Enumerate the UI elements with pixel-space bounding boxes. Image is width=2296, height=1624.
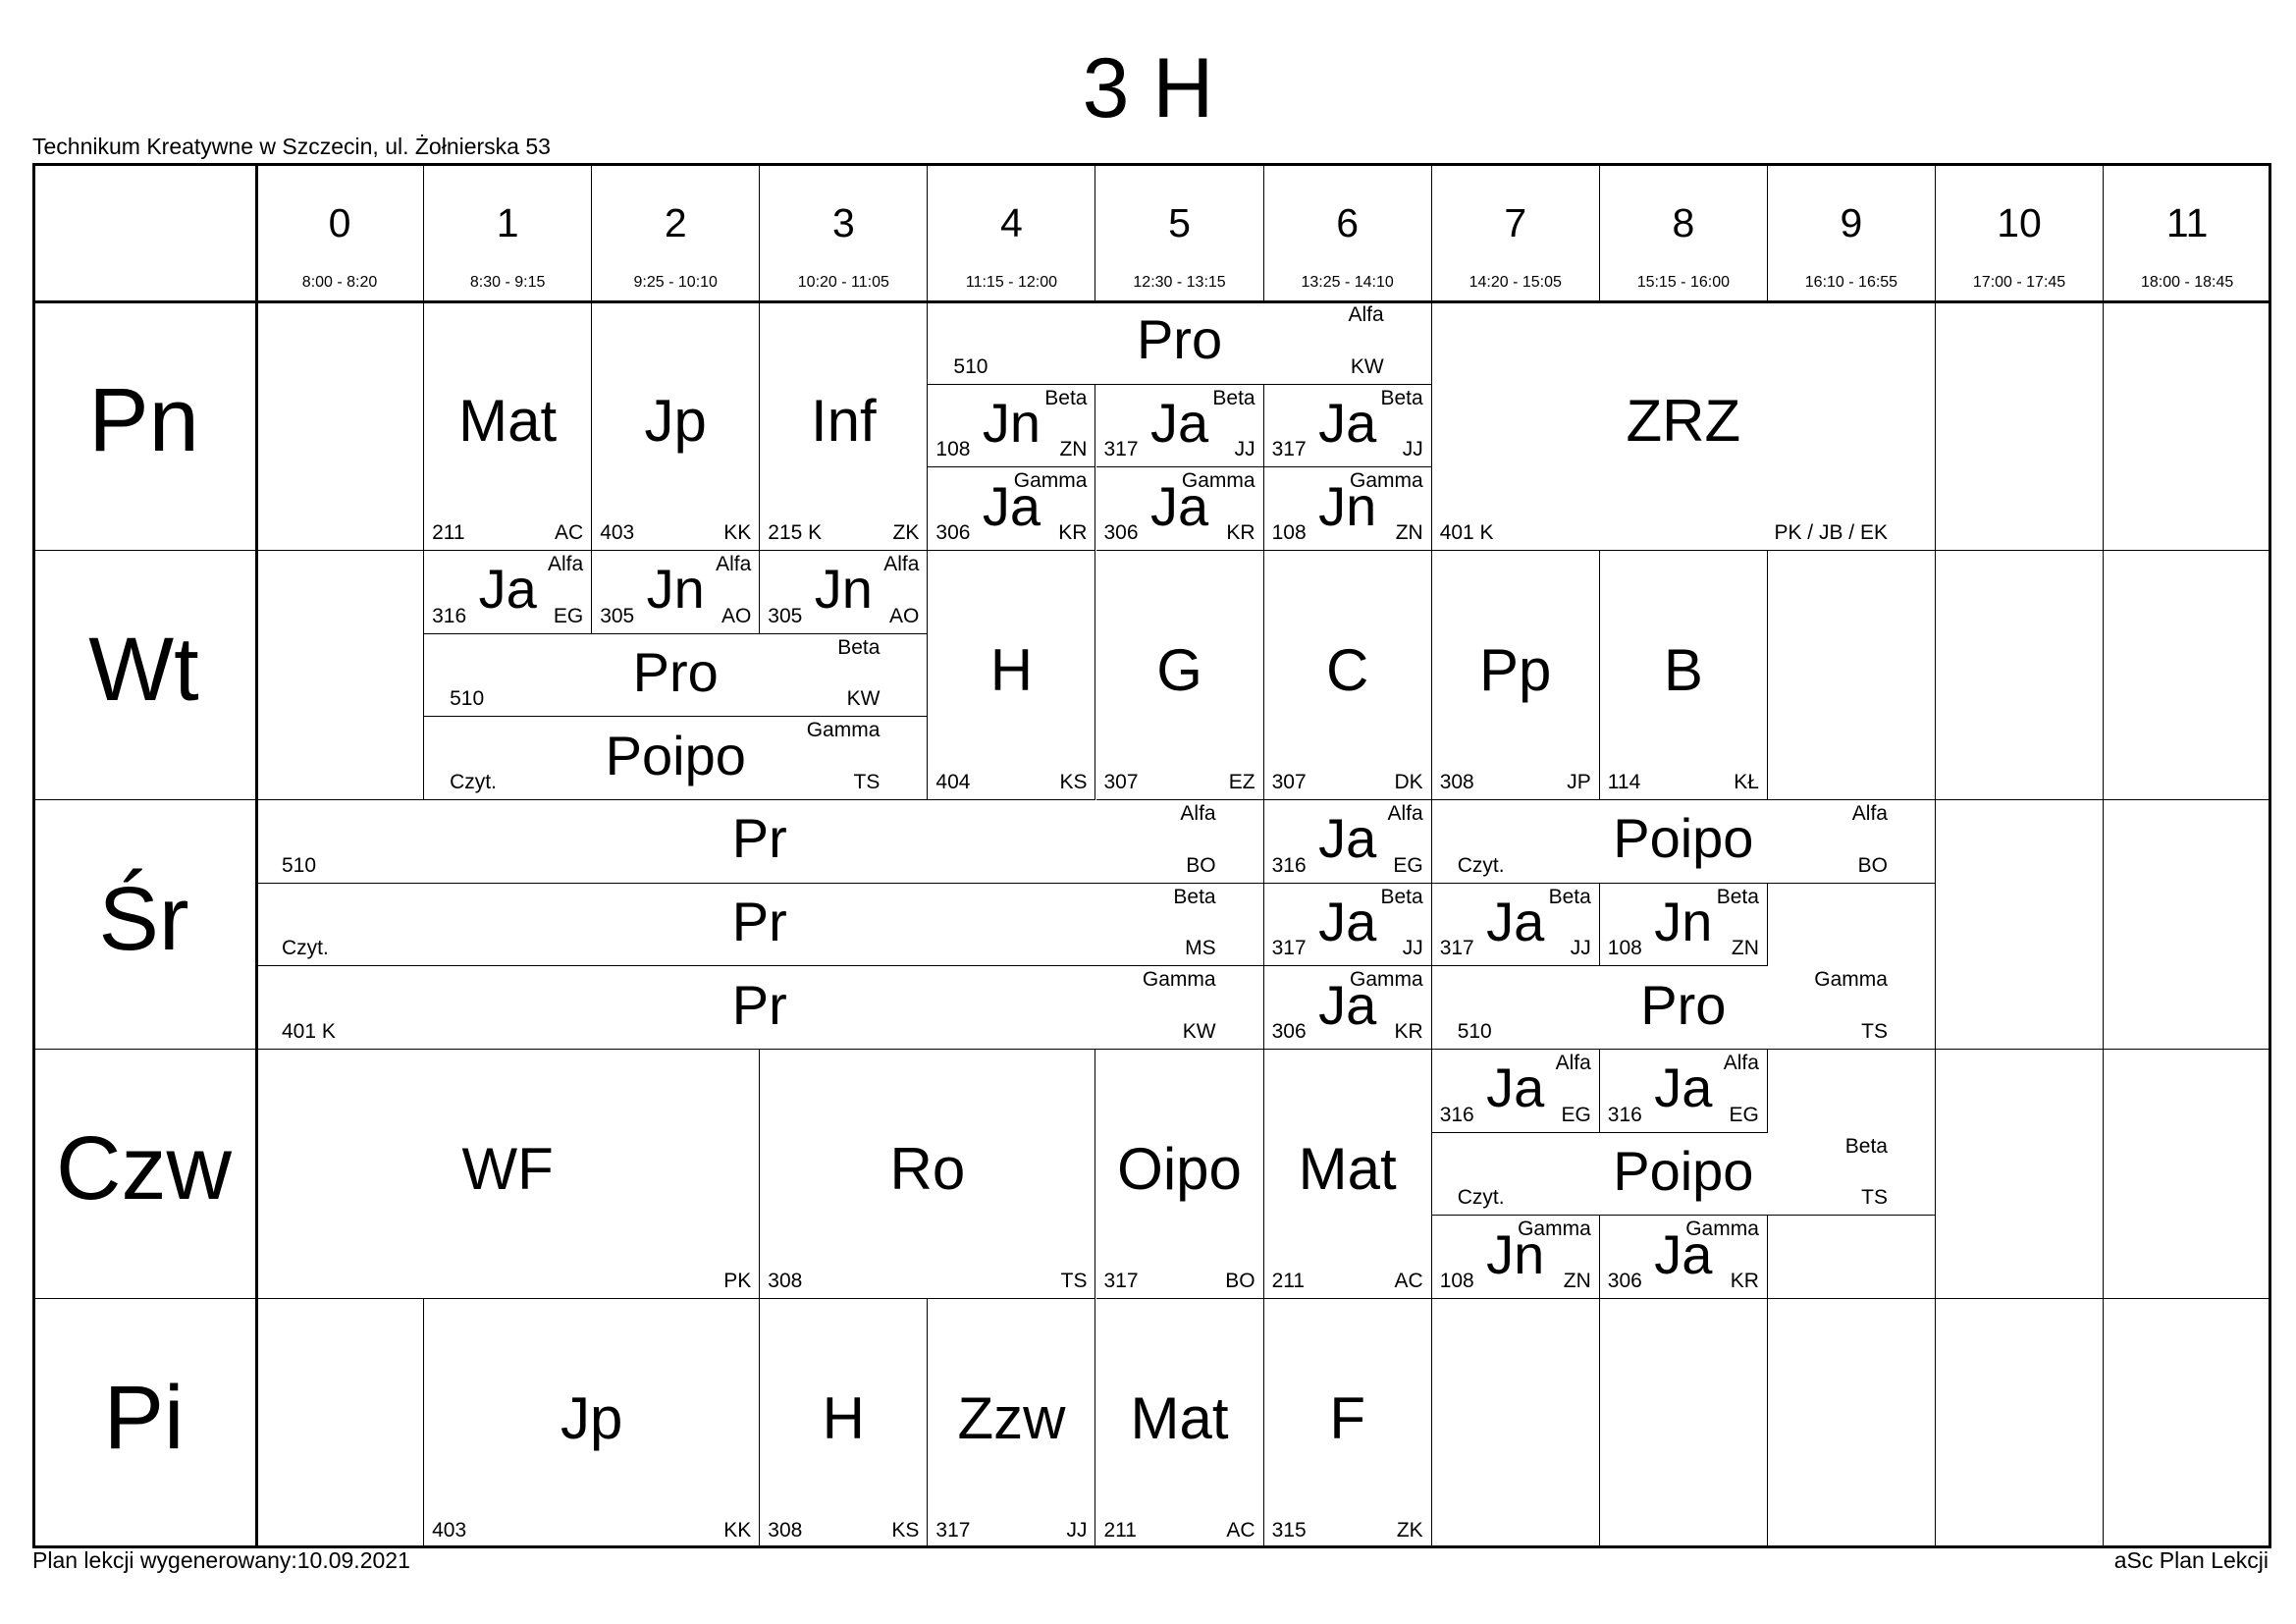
day-label: Śr (98, 869, 189, 969)
lesson-cell[interactable] (424, 1299, 760, 1548)
period-header (424, 163, 592, 301)
lesson-cell[interactable] (1432, 966, 1936, 1050)
lesson-group: Gamma (1685, 1218, 1759, 1241)
lesson-group: Beta (837, 635, 881, 659)
period-header (1264, 163, 1432, 301)
lesson-teacher: EG (1561, 1103, 1591, 1126)
lesson-group: Gamma (1142, 968, 1216, 992)
lesson-cell[interactable] (1096, 1299, 1264, 1548)
lesson-teacher: TS (853, 770, 881, 793)
lesson-room: 317 (935, 1519, 971, 1542)
period-time: 14:20 - 15:05 (1468, 274, 1562, 291)
lesson-group: Gamma (1518, 1218, 1591, 1241)
lesson-cell[interactable] (1264, 800, 1432, 884)
lesson-subject: C (1325, 637, 1369, 703)
lesson-teacher: JJ (1066, 1519, 1088, 1542)
lesson-group: Beta (1716, 885, 1759, 908)
lesson-teacher: JJ (1402, 937, 1423, 960)
lesson-teacher: ZN (1395, 520, 1423, 544)
lesson-room: 317 (1439, 937, 1474, 960)
lesson-group: Alfa (883, 553, 920, 575)
lesson-cell[interactable] (1600, 1216, 1768, 1299)
period-number: 4 (1000, 200, 1023, 245)
lesson-cell[interactable] (760, 301, 928, 551)
lesson-group: Beta (1212, 386, 1255, 409)
lesson-room: 211 (432, 521, 465, 544)
lesson-teacher: JJ (1402, 438, 1423, 461)
period-time: 8:00 - 8:20 (301, 274, 378, 291)
page-title: 3 H (1082, 41, 1214, 135)
lesson-teacher: EG (553, 604, 584, 627)
lesson-cell[interactable] (1432, 1216, 1600, 1299)
lesson-room: 108 (935, 438, 971, 461)
lesson-room: 404 (935, 771, 971, 793)
lesson-subject: Jn (814, 558, 873, 621)
lesson-room: 510 (282, 853, 317, 877)
lesson-group: Gamma (1350, 469, 1423, 493)
lesson-group: Beta (1844, 1134, 1888, 1158)
lesson-teacher: KŁ (1734, 771, 1759, 793)
lesson-teacher: EG (1393, 853, 1423, 877)
period-number: 10 (1997, 200, 2042, 245)
lesson-subject: ZRZ (1626, 388, 1741, 454)
lesson-room: Czyt. (1457, 1186, 1505, 1210)
header-corner (32, 163, 256, 301)
lesson-teacher: KR (1730, 1269, 1759, 1292)
lesson-teacher: TS (1060, 1270, 1088, 1292)
lesson-cell[interactable] (1432, 301, 1936, 551)
period-time: 16:10 - 16:55 (1804, 274, 1898, 291)
lesson-room: 211 (1271, 1270, 1306, 1292)
lesson-teacher: KK (723, 1519, 752, 1542)
period-number: 7 (1504, 200, 1527, 245)
lesson-subject: Poipo (1613, 807, 1754, 870)
lesson-cell[interactable] (1264, 1299, 1432, 1548)
lesson-room: Czyt. (282, 937, 329, 960)
lesson-subject: Poipo (1613, 1139, 1754, 1202)
lesson-group: Beta (1380, 386, 1423, 409)
lesson-cell[interactable] (424, 634, 928, 718)
lesson-teacher: ZN (1731, 937, 1759, 960)
lesson-group: Alfa (1387, 802, 1423, 825)
lesson-subject: Ja (1318, 890, 1377, 952)
lesson-room: 307 (1271, 771, 1307, 793)
empty-slot (2104, 1299, 2271, 1548)
lesson-teacher: ZN (1059, 438, 1088, 461)
lesson-teacher: BO (1225, 1270, 1255, 1292)
lesson-teacher: AC (555, 521, 584, 544)
lesson-group: Gamma (1181, 469, 1255, 493)
lesson-subject: Jn (1654, 890, 1713, 952)
lesson-teacher: PK (723, 1270, 752, 1292)
empty-slot (2104, 551, 2271, 800)
lesson-cell[interactable] (928, 551, 1095, 800)
lesson-subject: B (1663, 637, 1703, 703)
lesson-room: Czyt. (450, 770, 497, 793)
lesson-teacher: BO (1186, 853, 1216, 877)
lesson-room: 306 (1607, 1269, 1642, 1292)
empty-slot (1768, 551, 1936, 800)
lesson-cell[interactable] (1432, 884, 1600, 967)
lesson-teacher: ZK (1396, 1519, 1423, 1542)
lesson-teacher: TS (1861, 1019, 1888, 1043)
lesson-subject: G (1156, 637, 1202, 703)
lesson-subject: H (989, 637, 1034, 703)
lesson-group: Alfa (716, 553, 752, 575)
lesson-room: 308 (768, 1270, 803, 1292)
period-header (2104, 163, 2271, 301)
period-number: 6 (1336, 200, 1360, 245)
lesson-group: Beta (1044, 386, 1088, 409)
period-number: 5 (1168, 200, 1191, 245)
period-number: 2 (664, 200, 687, 245)
lesson-subject: Pp (1479, 637, 1552, 703)
period-header (760, 163, 928, 301)
lesson-cell[interactable] (760, 1299, 928, 1548)
lesson-subject: Mat (1130, 1385, 1229, 1451)
lesson-room: 401 K (1439, 521, 1494, 544)
lesson-subject: Mat (1298, 1136, 1397, 1202)
period-time: 10:20 - 11:05 (797, 274, 889, 291)
lesson-subject: Zzw (957, 1385, 1066, 1451)
period-time: 13:25 - 14:10 (1301, 274, 1394, 291)
lesson-cell[interactable] (592, 551, 760, 634)
lesson-teacher: KS (1059, 771, 1088, 793)
lesson-teacher: KS (891, 1519, 920, 1542)
lesson-group: Gamma (1350, 968, 1423, 992)
lesson-room: 108 (1271, 520, 1307, 544)
lesson-cell[interactable] (1432, 1050, 1600, 1133)
empty-slot (1936, 301, 2104, 551)
lesson-cell[interactable] (424, 301, 592, 551)
lesson-teacher: KR (1226, 520, 1255, 544)
lesson-subject: Pr (731, 890, 787, 952)
lesson-cell[interactable] (928, 467, 1095, 551)
empty-slot (2104, 800, 2271, 1050)
lesson-subject: Jn (982, 391, 1041, 454)
period-time: 9:25 - 10:10 (633, 274, 718, 291)
lesson-subject: Poipo (605, 724, 746, 786)
day-label-cell (32, 301, 256, 551)
lesson-subject: Jp (561, 1385, 623, 1451)
lesson-cell[interactable] (760, 1050, 1095, 1299)
period-time: 17:00 - 17:45 (1972, 274, 2066, 291)
lesson-group: Alfa (548, 553, 584, 575)
lesson-group: Gamma (806, 719, 881, 742)
lesson-room: 305 (600, 604, 635, 627)
lesson-cell[interactable] (256, 966, 1264, 1050)
lesson-teacher: ZK (892, 521, 920, 544)
empty-slot (1936, 1050, 2104, 1299)
lesson-teacher: KR (1394, 1019, 1423, 1043)
empty-slot (256, 551, 424, 800)
lesson-cell[interactable] (1432, 1133, 1936, 1217)
lesson-cell[interactable] (1264, 467, 1432, 551)
lesson-teacher: KW (846, 687, 881, 711)
lesson-subject: Inf (810, 388, 877, 454)
lesson-teacher: MS (1185, 937, 1216, 960)
lesson-room: 215 K (768, 521, 823, 544)
lesson-subject: Ja (1318, 807, 1377, 870)
lesson-cell[interactable] (928, 385, 1095, 468)
lesson-subject: Pr (731, 973, 787, 1036)
period-number: 9 (1840, 200, 1863, 245)
lesson-room: 316 (432, 604, 467, 627)
lesson-room: 305 (768, 604, 803, 627)
lesson-cell[interactable] (1264, 385, 1432, 468)
period-header (1096, 163, 1264, 301)
lesson-room: 510 (953, 354, 988, 378)
lesson-cell[interactable] (1432, 551, 1600, 800)
lesson-cell[interactable] (1096, 551, 1264, 800)
header-separator (32, 300, 2271, 303)
lesson-teacher: KK (723, 521, 752, 544)
lesson-room: 510 (450, 687, 485, 711)
lesson-subject: Pro (1136, 308, 1223, 371)
period-time: 8:30 - 9:15 (469, 274, 546, 291)
lesson-teacher: EZ (1228, 771, 1255, 793)
lesson-teacher: DK (1394, 771, 1423, 793)
lesson-subject: Ja (1654, 1056, 1713, 1119)
lesson-cell[interactable] (256, 1050, 760, 1299)
lesson-cell[interactable] (1264, 551, 1432, 800)
day-label-cell (32, 800, 256, 1050)
lesson-teacher: AO (889, 604, 920, 627)
lesson-cell[interactable] (424, 551, 592, 634)
lesson-group: Alfa (1723, 1052, 1759, 1074)
lesson-group: Beta (1380, 885, 1423, 908)
period-time: 18:00 - 18:45 (2140, 274, 2234, 291)
lesson-cell[interactable] (1096, 385, 1264, 468)
period-number: 8 (1672, 200, 1695, 245)
period-time: 12:30 - 13:15 (1133, 274, 1226, 291)
lesson-group: Alfa (1180, 802, 1216, 825)
day-label: Czw (56, 1118, 232, 1218)
lesson-subject: Pr (731, 807, 787, 870)
lesson-cell[interactable] (1432, 800, 1936, 884)
lesson-subject: Jn (1318, 474, 1377, 537)
lesson-group: Alfa (1851, 802, 1888, 825)
lesson-subject: Mat (458, 388, 558, 454)
lesson-subject: Ja (1318, 391, 1377, 454)
lesson-group: Gamma (1814, 968, 1888, 992)
period-header (592, 163, 760, 301)
empty-slot (1768, 1299, 1936, 1548)
period-header (1600, 163, 1768, 301)
lesson-room: 308 (1439, 771, 1474, 793)
lesson-cell[interactable] (1264, 884, 1432, 967)
lesson-subject: Oipo (1117, 1136, 1242, 1202)
lesson-cell[interactable] (1096, 467, 1264, 551)
lesson-subject: Ja (478, 558, 537, 621)
lesson-subject: Ja (1149, 391, 1209, 454)
period-header (1768, 163, 1936, 301)
lesson-cell[interactable] (1096, 1050, 1264, 1299)
lesson-cell[interactable] (928, 1299, 1095, 1548)
lesson-group: Alfa (1555, 1052, 1591, 1074)
day-label: Pn (88, 370, 199, 470)
lesson-subject: Ja (1654, 1222, 1713, 1285)
lesson-room: 316 (1271, 853, 1307, 877)
empty-slot (1432, 1299, 1600, 1548)
lesson-cell[interactable] (1264, 1050, 1432, 1299)
lesson-teacher: KW (1350, 354, 1384, 378)
lesson-teacher: JJ (1570, 937, 1591, 960)
brand-label: aSc Plan Lekcji (2113, 1547, 2269, 1573)
lesson-room: 306 (935, 520, 971, 544)
lesson-room: 317 (1271, 438, 1307, 461)
lesson-cell[interactable] (1600, 1050, 1768, 1133)
lesson-cell[interactable] (424, 717, 928, 800)
lesson-room: 403 (600, 521, 635, 544)
lesson-room: 114 (1607, 771, 1641, 793)
period-time: 15:15 - 16:00 (1636, 274, 1730, 291)
lesson-subject: Jp (644, 388, 707, 454)
period-number: 3 (831, 200, 855, 245)
lesson-room: 316 (1607, 1103, 1642, 1126)
generated-date: Plan lekcji wygenerowany:10.09.2021 (32, 1547, 410, 1573)
lesson-room: 317 (1103, 1270, 1139, 1292)
empty-slot (1936, 551, 2104, 800)
lesson-subject: Ja (1486, 890, 1545, 952)
lesson-cell[interactable] (760, 551, 928, 634)
lesson-room: 108 (1439, 1269, 1474, 1292)
period-header (1936, 163, 2104, 301)
lesson-room: 306 (1271, 1019, 1307, 1043)
lesson-group: Alfa (1348, 303, 1384, 326)
lesson-group: Gamma (1013, 469, 1088, 493)
lesson-room: 316 (1439, 1103, 1474, 1126)
lesson-subject: Ro (889, 1136, 966, 1202)
lesson-subject: Pro (632, 640, 719, 703)
lesson-room: Czyt. (1457, 853, 1505, 877)
lesson-room: 510 (1457, 1019, 1492, 1043)
lesson-cell[interactable] (256, 800, 1264, 884)
period-header (256, 163, 424, 301)
lesson-teacher: AC (1226, 1519, 1255, 1542)
empty-slot (256, 301, 424, 551)
lesson-subject: H (822, 1385, 866, 1451)
lesson-room: 308 (768, 1519, 803, 1542)
empty-slot (1936, 1299, 2104, 1548)
day-label-cell (32, 1299, 256, 1548)
lesson-cell[interactable] (1264, 966, 1432, 1050)
empty-slot (2104, 1050, 2271, 1299)
lesson-room: 307 (1103, 771, 1139, 793)
lesson-room: 315 (1271, 1519, 1307, 1542)
lesson-teacher: JJ (1234, 438, 1255, 461)
period-time: 11:15 - 12:00 (965, 274, 1057, 291)
day-label-cell (32, 1050, 256, 1299)
period-header (928, 163, 1095, 301)
lesson-room: 306 (1103, 520, 1139, 544)
empty-slot (1600, 1299, 1768, 1548)
lesson-group: Beta (1173, 885, 1216, 908)
empty-slot (1936, 800, 2104, 1050)
lesson-teacher: AC (1394, 1270, 1423, 1292)
lesson-teacher: ZN (1563, 1269, 1591, 1292)
period-header (1432, 163, 1600, 301)
lesson-room: 211 (1103, 1519, 1137, 1542)
period-number: 1 (496, 200, 519, 245)
lesson-subject: F (1329, 1385, 1365, 1451)
lesson-cell[interactable] (1600, 884, 1768, 967)
lesson-teacher: JP (1567, 771, 1591, 793)
lesson-teacher: TS (1861, 1186, 1888, 1210)
empty-slot (256, 1299, 424, 1548)
lesson-cell[interactable] (256, 884, 1264, 967)
lesson-room: 317 (1271, 937, 1307, 960)
lesson-subject: Ja (1486, 1056, 1545, 1119)
lesson-subject: Pro (1640, 973, 1727, 1036)
lesson-subject: WF (461, 1136, 554, 1202)
lesson-teacher: BO (1857, 853, 1888, 877)
lesson-subject: Jn (646, 558, 705, 621)
lesson-room: 317 (1103, 438, 1139, 461)
day-label: Pi (103, 1368, 185, 1468)
lesson-cell[interactable] (592, 301, 760, 551)
lesson-subject: Ja (1318, 973, 1377, 1036)
empty-slot (2104, 301, 2271, 551)
period-number: 11 (2165, 200, 2209, 245)
lesson-teacher: PK / JB / EK (1774, 521, 1888, 544)
day-column-separator (255, 163, 258, 1548)
lesson-teacher: KW (1182, 1019, 1216, 1043)
lesson-teacher: KR (1058, 520, 1088, 544)
lesson-cell[interactable] (1600, 551, 1768, 800)
lesson-cell[interactable] (928, 301, 1431, 385)
period-number: 0 (328, 200, 351, 245)
lesson-teacher: EG (1729, 1103, 1759, 1126)
lesson-subject: Ja (1149, 474, 1209, 537)
lesson-subject: Jn (1486, 1222, 1545, 1285)
school-name: Technikum Kreatywne w Szczecin, ul. Żołnierska 53 (32, 134, 551, 159)
lesson-group: Beta (1548, 885, 1591, 908)
day-label: Wt (88, 620, 199, 720)
lesson-teacher: AO (721, 604, 752, 627)
lesson-room: 403 (432, 1519, 467, 1542)
day-label-cell (32, 551, 256, 800)
lesson-subject: Ja (982, 474, 1041, 537)
lesson-room: 401 K (282, 1019, 336, 1043)
lesson-room: 108 (1607, 937, 1642, 960)
